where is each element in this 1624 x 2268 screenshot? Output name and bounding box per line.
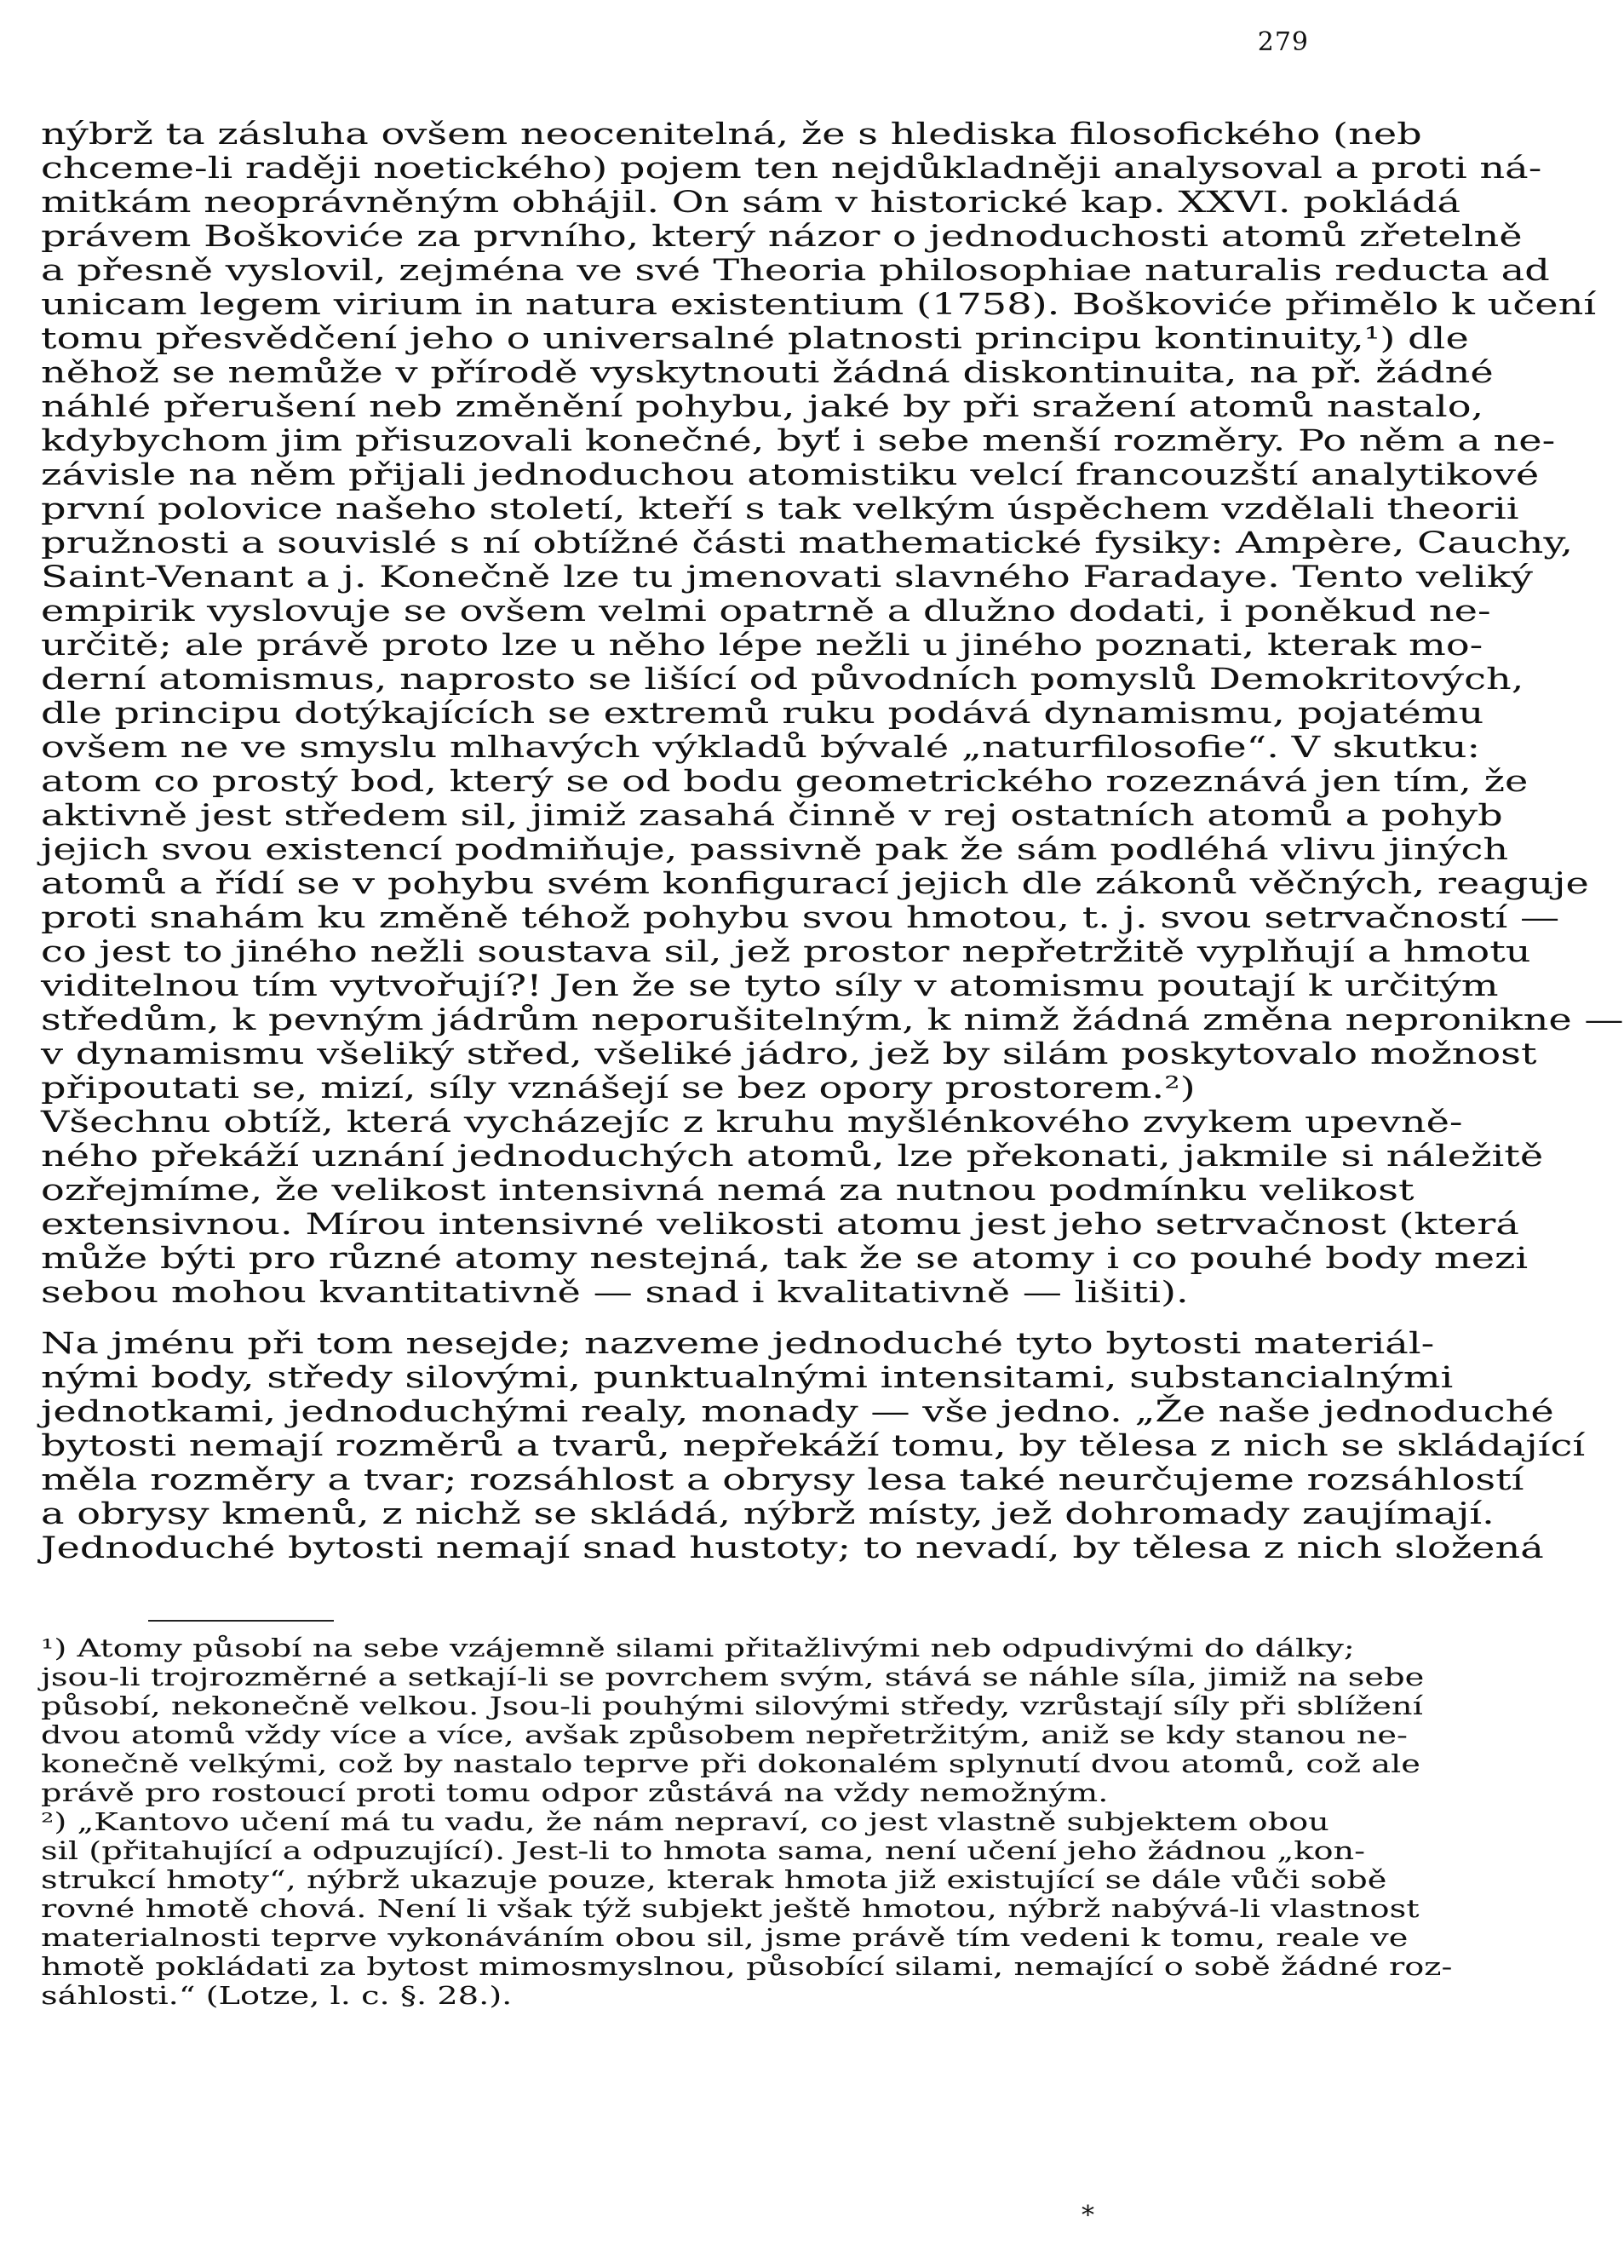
text-line: a přesně vyslovil, zejména ve své Theoria philosophiae naturalis reducta ad bbox=[41, 254, 1550, 288]
text-line: určitě; ale právě proto lze u něho lépe nežli u jiného poznati, kterak mo- bbox=[41, 629, 1483, 663]
text-line: nými body, středy silovými, punktualnými intensitami, substancialnými bbox=[41, 1361, 1454, 1395]
footnote-2 bbox=[41, 1807, 1453, 2010]
footnote-divider bbox=[148, 1620, 334, 1622]
text-line: Saint-Venant a j. Konečně lze tu jmenovati slavného Faradaye. Tento veliký bbox=[41, 560, 1533, 594]
text-line: atom co prostý bod, který se od bodu geometrického rozeznává jen tím, že bbox=[41, 765, 1529, 799]
paragraph-2 bbox=[41, 1105, 1544, 1310]
text-line: ozřejmíme, že velikost intensivná nemá za nutnou podmínku velikost bbox=[41, 1174, 1415, 1208]
text-line: tomu přesvědčení jeho o universalné platnosti principu kontinuity,¹) dle bbox=[41, 322, 1469, 356]
text-line: nýbrž ta zásluha ovšem neocenitelná, že s hlediska filosofického (neb bbox=[41, 118, 1422, 152]
text-line: v dynamismu všeliký střed, všeliké jádro, jež by silám poskytovalo možnost bbox=[41, 1037, 1537, 1071]
text-line: první polovice našeho století, kteří s tak velkým úspěchem vzdělali theorii bbox=[41, 492, 1519, 526]
paragraph-3 bbox=[41, 1327, 1586, 1565]
text-line: ¹) Atomy působí na sebe vzájemně silami přitažlivými neb odpudivými do dálky; bbox=[41, 1634, 1355, 1662]
text-line: právem Boškoviće za prvního, který názor o jednoduchosti atomů zřetelně bbox=[41, 220, 1523, 254]
footnotes bbox=[41, 1634, 1453, 2010]
text-line: atomů a řídí se v pohybu svém konfigurací jejich dle zákonů věčných, reaguje bbox=[41, 867, 1589, 901]
text-line: materialnosti teprve vykonáváním obou sil, jsme právě tím vedeni k tomu, reale ve bbox=[41, 1923, 1409, 1952]
text-line: rovné hmotě chová. Není li však týž subjekt ještě hmotou, nýbrž nabývá-li vlastnost bbox=[41, 1894, 1420, 1923]
text-line: mitkám neoprávněným obhájil. On sám v historické kap. XXVI. pokládá bbox=[41, 186, 1461, 220]
text-line: působí, nekonečně velkou. Jsou-li pouhými silovými středy, vzrůstají síly při sblížení bbox=[41, 1691, 1423, 1720]
text-line: něhož se nemůže v přírodě vyskytnouti žádná diskontinuita, na př. žádné bbox=[41, 356, 1494, 390]
text-line: empirik vyslovuje se ovšem velmi opatrně a dlužno dodati, i poněkud ne- bbox=[41, 594, 1491, 629]
text-line: sáhlosti.“ (Lotze, l. c. §. 28.). bbox=[41, 1981, 513, 2010]
text-line: jednotkami, jednoduchými realy, monady — vše jedno. „Že naše jednoduché bbox=[41, 1395, 1554, 1429]
text-line: chceme-li raději noetického) pojem ten nejdůkladněji analysoval a proti ná- bbox=[41, 152, 1542, 186]
text-line: připoutati se, mizí, síly vznášejí se bez opory prostorem.²) bbox=[41, 1071, 1196, 1105]
text-line: jejich svou existencí podmiňuje, passivně pak že sám podléhá vlivu jiných bbox=[41, 833, 1509, 867]
text-line: Všechnu obtíž, která vycházejíc z kruhu myšlénkového zvykem upevně- bbox=[41, 1105, 1463, 1140]
text-line: závisle na něm přijali jednoduchou atomistiku velcí francouzští analytikové bbox=[41, 458, 1540, 492]
signature-mark: * bbox=[1082, 2201, 1094, 2231]
page-number: 279 bbox=[1257, 27, 1309, 57]
text-line: sil (přitahující a odpuzující). Jest-li to hmota sama, není učení jeho žádnou „kon- bbox=[41, 1836, 1366, 1865]
text-line: a obrysy kmenů, z nichž se skládá, nýbrž místy, jež dohromady zaujímají. bbox=[41, 1497, 1495, 1531]
text-line: co jest to jiného nežli soustava sil, jež prostor nepřetržitě vyplňují a hmotu bbox=[41, 935, 1531, 969]
text-line: kdybychom jim přisuzovali konečné, byť i sebe menší rozměry. Po něm a ne- bbox=[41, 424, 1556, 458]
text-line: aktivně jest středem sil, jimiž zasahá činně v rej ostatních atomů a pohyb bbox=[41, 799, 1503, 833]
text-line: měla rozměry a tvar; rozsáhlost a obrysy lesa také neurčujeme rozsáhlostí bbox=[41, 1463, 1524, 1497]
text-line: Jednoduché bytosti nemají snad hustoty; to nevadí, by tělesa z nich složená bbox=[41, 1531, 1544, 1565]
text-line: sebou mohou kvantitativně — snad i kvalitativně — lišiti). bbox=[41, 1276, 1189, 1310]
text-line: ného překáží uznání jednoduchých atomů, lze překonati, jakmile si náležitě bbox=[41, 1140, 1544, 1174]
text-line: viditelnou tím vytvořují?! Jen že se tyto síly v atomismu poutají k určitým bbox=[41, 969, 1499, 1003]
body-text bbox=[41, 118, 1624, 1565]
text-line: právě pro rostoucí proti tomu odpor zůstává na vždy nemožným. bbox=[41, 1778, 1109, 1807]
text-line: proti snahám ku změně téhož pohybu svou hmotou, t. j. svou setrvačností — bbox=[41, 901, 1560, 935]
text-line: středům, k pevným jádrům neporušitelným, k nimž žádná změna nepronikne — bbox=[41, 1003, 1624, 1037]
text-line: hmotě pokládati za bytost mimosmyslnou, působící silami, nemající o sobě žádné roz- bbox=[41, 1952, 1453, 1981]
text-line: pružnosti a souvislé s ní obtížné části mathematické fysiky: Ampère, Cauchy, bbox=[41, 526, 1574, 560]
text-line: jsou-li trojrozměrné a setkají-li se povrchem svým, stává se náhle síla, jimiž na sebe bbox=[41, 1662, 1425, 1691]
text-line: extensivnou. Mírou intensivné velikosti atomu jest jeho setrvačnost (která bbox=[41, 1208, 1519, 1242]
paragraph-1 bbox=[41, 118, 1624, 1105]
text-line: konečně velkými, což by nastalo teprve při dokonalém splynutí dvou atomů, což ale bbox=[41, 1749, 1420, 1778]
text-line: derní atomismus, naprosto se lišící od původních pomyslů Demokritových, bbox=[41, 663, 1524, 697]
text-line: ²) „Kantovo učení má tu vadu, že nám nepraví, co jest vlastně subjektem obou bbox=[41, 1807, 1329, 1836]
text-line: ovšem ne ve smyslu mlhavých výkladů bývalé „naturfilosofie“. V skutku: bbox=[41, 731, 1481, 765]
text-line: náhlé přerušení neb změnění pohybu, jaké by při sražení atomů nastalo, bbox=[41, 390, 1484, 424]
text-line: unicam legem virium in natura existentium (1758). Boškoviće přimělo k učení bbox=[41, 288, 1597, 322]
text-line: Na jménu při tom nesejde; nazveme jednoduché tyto bytosti materiál- bbox=[41, 1327, 1435, 1361]
text-line: dle principu dotýkajících se extremů ruku podává dynamismu, pojatému bbox=[41, 697, 1484, 731]
footnote-1 bbox=[41, 1634, 1425, 1807]
paragraph-gap bbox=[41, 1310, 1302, 1327]
text-line: strukcí hmoty“, nýbrž ukazuje pouze, kterak hmota již existující se dále vůči sobě bbox=[41, 1865, 1387, 1894]
text-line: bytosti nemají rozměrů a tvarů, nepřekáží tomu, by tělesa z nich se skládající bbox=[41, 1429, 1586, 1463]
text-line: může býti pro různé atomy nestejná, tak že se atomy i co pouhé body mezi bbox=[41, 1242, 1529, 1276]
text-line: dvou atomů vždy více a více, avšak způsobem nepřetržitým, aniž se kdy stanou ne- bbox=[41, 1720, 1408, 1749]
